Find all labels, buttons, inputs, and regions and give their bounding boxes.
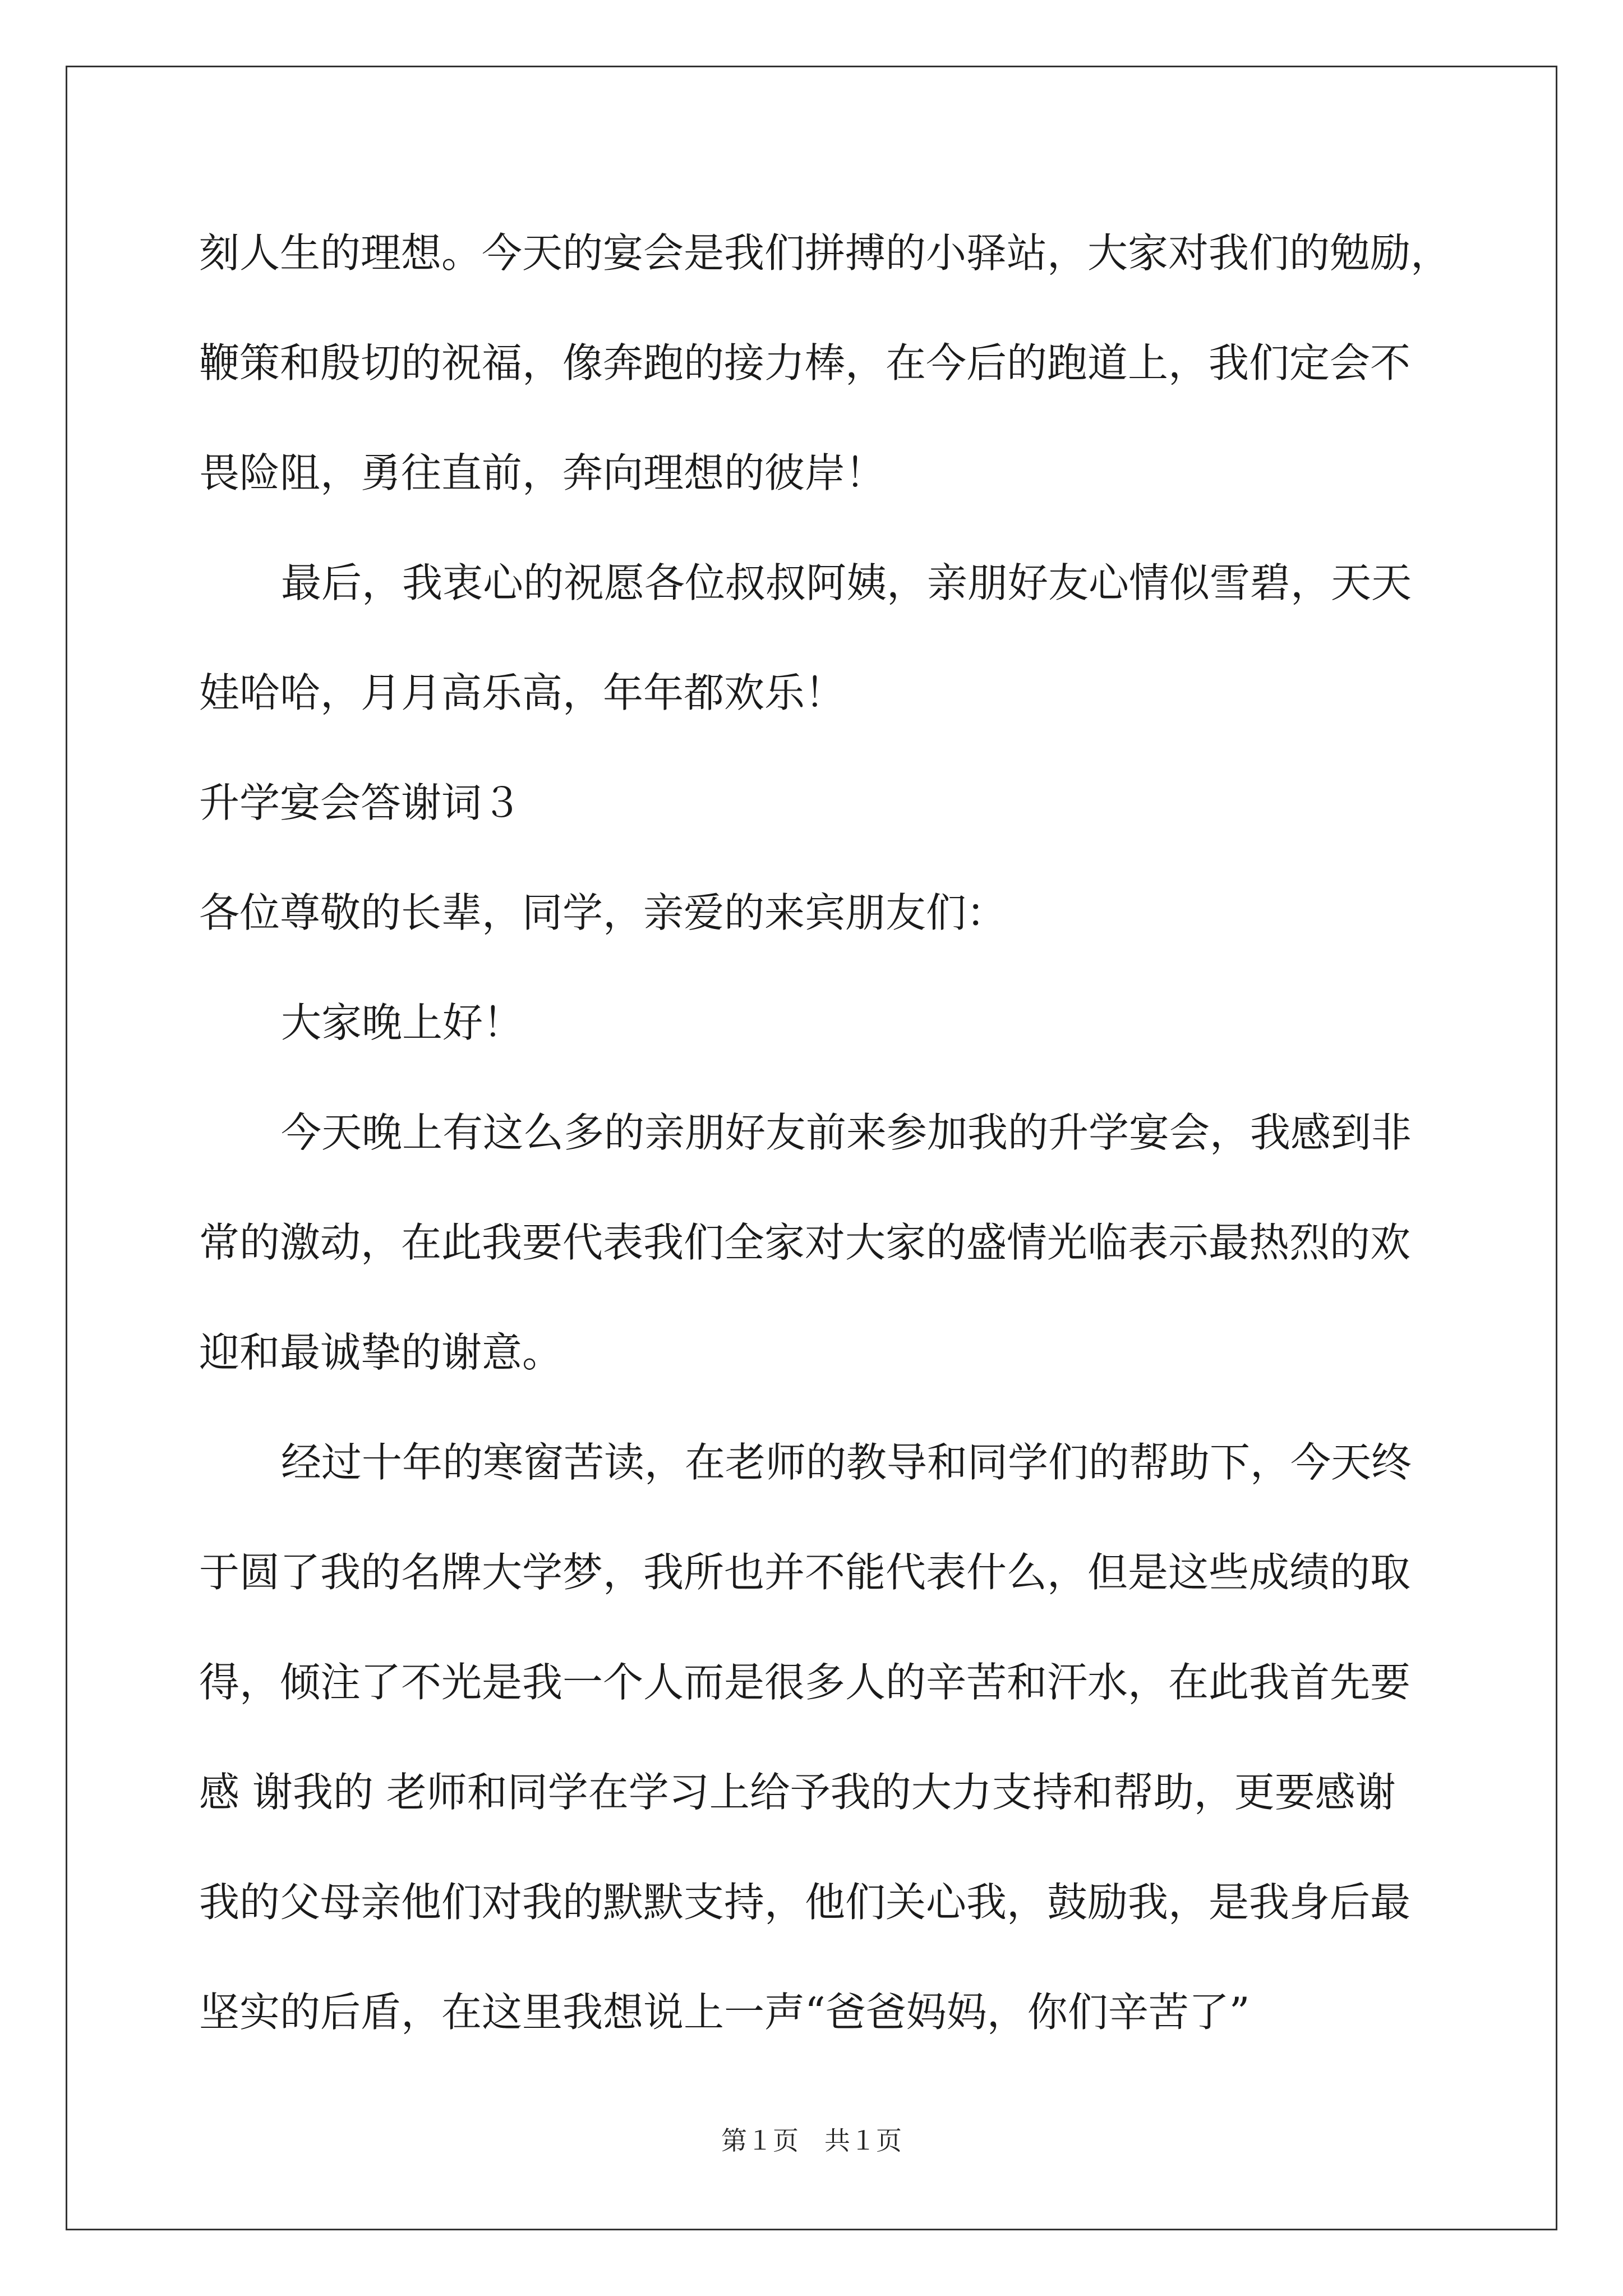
text-line: 今天晚上有这么多的亲朋好友前来参加我的升学宴会，我感到非 (281, 1109, 1412, 1156)
heading-text: 升学宴会答谢词３ (199, 779, 523, 826)
salutation (199, 858, 1433, 968)
text-line: 刻人生的理想。今天的宴会是我们拼搏的小驿站，大家对我们的勉励， (199, 229, 1451, 277)
text-line: 迎和最诚挚的谢意。 (199, 1329, 563, 1376)
page-number-current: 第１页 (721, 2125, 799, 2156)
paragraph (199, 968, 1433, 1078)
text-line: 感 谢我的 老师和同学在学习上给予我的大力支持和帮助，更要感谢 (199, 1769, 1396, 1816)
page-number-total: 共１页 (824, 2125, 902, 2156)
text-line: 大家晚上好！ (281, 999, 524, 1046)
text-line: 畏险阻，勇往直前，奔向理想的彼岸！ (199, 449, 886, 496)
text-line: 于圆了我的名牌大学梦，我所也并不能代表什么，但是这些成绩的取 (199, 1549, 1411, 1596)
paragraph (199, 528, 1433, 748)
text-line: 常的激动，在此我要代表我们全家对大家的盛情光临表示最热烈的欢 (199, 1219, 1411, 1266)
page-footer (0, 2120, 1623, 2157)
paragraph (199, 198, 1451, 528)
text-line: 各位尊敬的长辈，同学，亲爱的来宾朋友们： (199, 889, 1007, 936)
text-line: 鞭策和殷切的祝福，像奔跑的接力棒，在今后的跑道上，我们定会不 (199, 339, 1411, 386)
text-line: 得，倾注了不光是我一个人而是很多人的辛苦和汗水，在此我首先要 (199, 1659, 1411, 1706)
text-line: 我的父母亲他们对我的默默支持，他们关心我，鼓励我，是我身后最 (199, 1879, 1411, 1926)
text-line: 坚实的后盾，在这里我想说上一声“爸爸妈妈，你们辛苦了” (199, 1989, 1250, 2036)
document-body (199, 198, 1451, 2067)
text-line: 最后，我衷心的祝愿各位叔叔阿姨，亲朋好友心情似雪碧，天天 (281, 559, 1412, 606)
text-line: 经过十年的寒窗苦读，在老师的教导和同学们的帮助下，今天终 (281, 1439, 1412, 1486)
paragraph (199, 1407, 1433, 2067)
text-line: 娃哈哈，月月高乐高，年年都欢乐！ (199, 669, 846, 716)
paragraph (199, 1078, 1433, 1407)
section-heading (199, 748, 1433, 858)
